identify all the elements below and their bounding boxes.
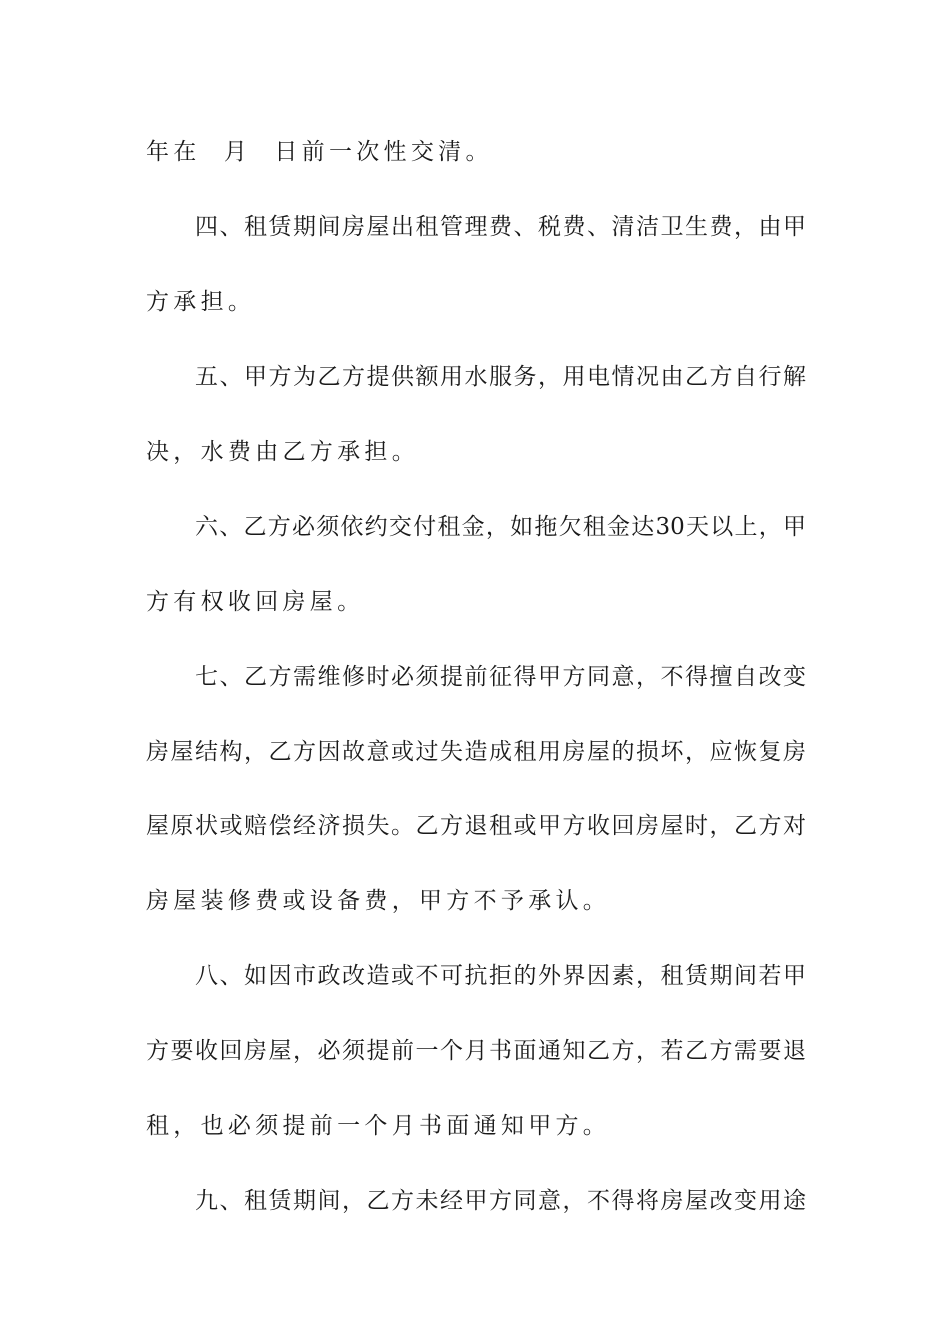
text-line bbox=[0, 881, 950, 921]
text-line bbox=[0, 132, 950, 172]
text-line bbox=[0, 1106, 950, 1146]
clause-7-line-3: 屋原状或赔偿经济损失。乙方退租或甲方收回房屋时，乙方对 bbox=[146, 813, 806, 839]
clause-5-start: 五、甲方为乙方提供额用水服务，用电情况由乙方自行解 bbox=[195, 364, 806, 390]
clause-7-end: 房屋装修费或设备费，甲方不予承认。 bbox=[146, 888, 611, 914]
text-line bbox=[0, 582, 950, 622]
clause-4-end: 方承担。 bbox=[146, 289, 256, 315]
clause-4-start: 四、租赁期间房屋出租管理费、税费、清洁卫生费，由甲 bbox=[195, 214, 806, 240]
text-line bbox=[0, 657, 950, 697]
text-line bbox=[0, 732, 950, 772]
text-line bbox=[0, 357, 950, 397]
clause-8-start: 八、如因市政改造或不可抗拒的外界因素，租赁期间若甲 bbox=[195, 963, 806, 989]
clause-7-line-2: 房屋结构，乙方因故意或过失造成租用房屋的损坏，应恢复房 bbox=[146, 739, 806, 765]
text-line bbox=[0, 806, 950, 846]
paragraph-continuation: 年在 月 日前一次性交清。 bbox=[146, 139, 493, 165]
clause-6-start: 六、乙方必须依约交付租金，如拖欠租金达30天以上，甲 bbox=[195, 514, 806, 540]
clause-6-end: 方有权收回房屋。 bbox=[146, 589, 365, 615]
text-line bbox=[0, 956, 950, 996]
text-line bbox=[0, 207, 950, 247]
clause-8-line-2: 方要收回房屋，必须提前一个月书面通知乙方，若乙方需要退 bbox=[146, 1038, 806, 1064]
clause-5-end: 决，水费由乙方承担。 bbox=[146, 439, 419, 465]
clause-7-start: 七、乙方需维修时必须提前征得甲方同意，不得擅自改变 bbox=[195, 664, 806, 690]
clause-8-end: 租，也必须提前一个月书面通知甲方。 bbox=[146, 1113, 611, 1139]
text-line bbox=[0, 282, 950, 322]
text-line bbox=[0, 432, 950, 472]
text-line bbox=[0, 1031, 950, 1071]
text-line bbox=[0, 1181, 950, 1221]
text-line bbox=[0, 507, 950, 547]
clause-9-start: 九、租赁期间，乙方未经甲方同意，不得将房屋改变用途 bbox=[195, 1188, 806, 1214]
